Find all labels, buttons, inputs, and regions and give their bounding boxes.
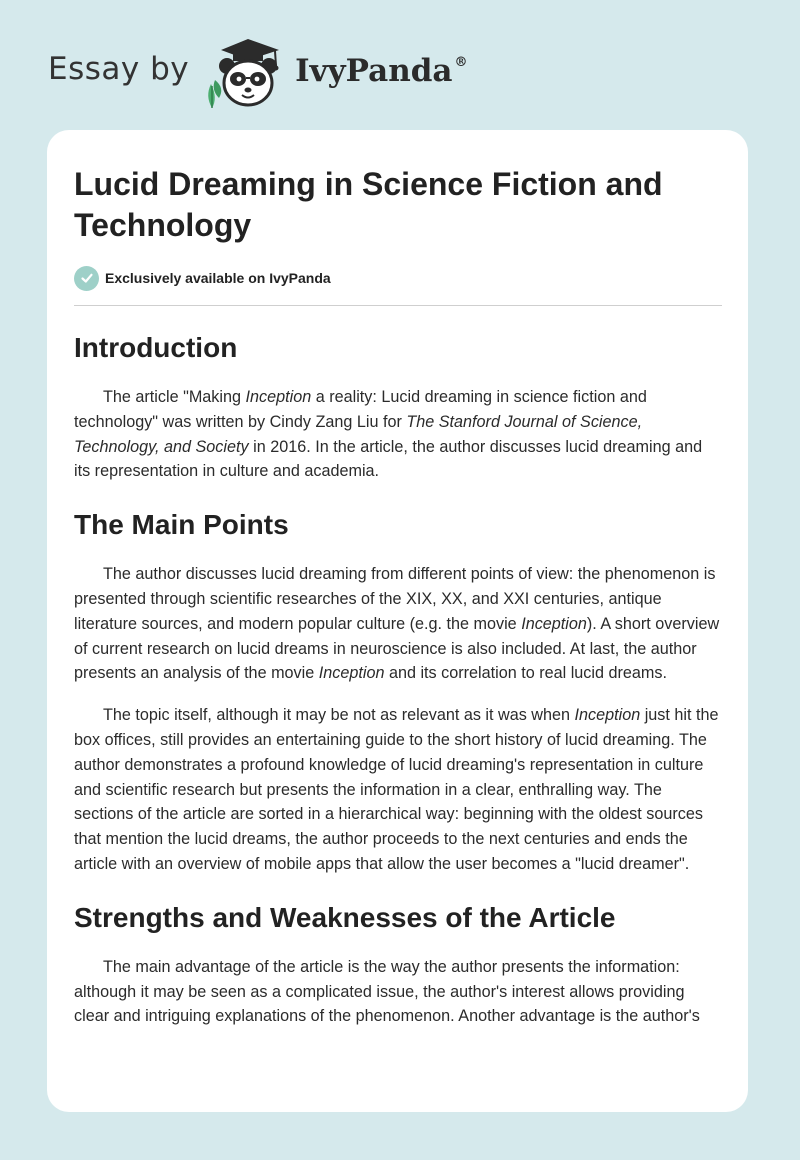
divider (74, 305, 722, 306)
brand-name[interactable]: IvyPanda ® (295, 53, 468, 89)
paragraph: The topic itself, although it may be not as relevant as it was when Inception just hit the box offices, still provides an entertaining guide to the short history of lucid dreaming. The author demonstrates a profound knowledge of lucid dreaming's representation in culture and scientific research but presents the information in a clear, enthralling way. The sections of the article are sorted in a hierarchical way: beginning with the oldest sources that mention the lucid dreams, the author proceeds to the next centuries and ends the article with an overview of mobile apps that allow the user becomes a "lucid dreamer". (74, 706, 719, 873)
paragraph: The article "Making Inception a reality: Lucid dreaming in science fiction and technology" was written by Cindy Zang Liu for The Stanford Journal of Science, Technology, and Society in 2016. In the article, the author discusses lucid dreaming and its representation in culture and academia. (74, 388, 703, 481)
section-heading-introduction: Introduction (74, 332, 238, 363)
panda-graduate-icon[interactable] (203, 36, 289, 112)
trademark-symbol: ® (454, 55, 468, 70)
site-header (48, 34, 648, 114)
paragraph: The main advantage of the article is the way the author presents the information: although it may be seen as a complicated issue, the author's interest allows providing clear and intriguing explanations of the phenomenon. Another advantage is the author's (74, 957, 700, 1026)
check-circle-icon (74, 266, 99, 291)
essay-by-label: Essay by (48, 51, 190, 87)
section-heading-strengths-weaknesses: Strengths and Weaknesses of the Article (74, 901, 616, 933)
badge-text: Exclusively available on IvyPanda (105, 270, 331, 286)
page-title: Lucid Dreaming in Science Fiction and Technology (74, 166, 663, 243)
section-heading-main-points: The Main Points (74, 509, 289, 541)
exclusive-badge (74, 264, 722, 292)
essay-card (47, 130, 748, 1112)
paragraph: The author discusses lucid dreaming from different points of view: the phenomenon is presented through scientific researches of the XIX, XX, and XXI centuries, antique literature sources, and modern popular culture (e.g. the movie Inception). A short overview of current research on lucid dreams in neuroscience is also included. At last, the author presents an analysis of the movie Inception and its correlation to real lucid dreams. (74, 565, 720, 683)
